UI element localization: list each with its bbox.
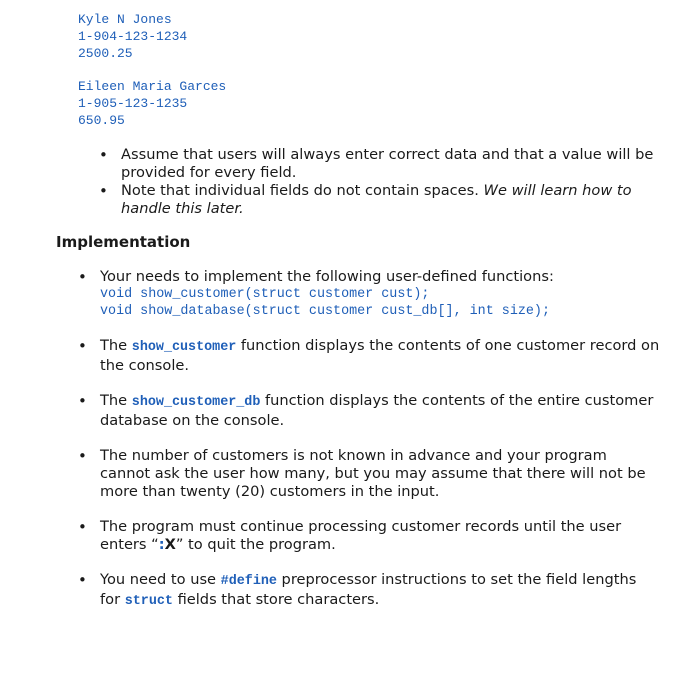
record-phone: 1-905-123-1235 — [78, 96, 188, 111]
assumption-no-spaces — [121, 182, 661, 218]
assumption-text: Assume that users will always enter correct data and that a value will be provided for every field. — [121, 146, 654, 181]
define-keyword: #define — [220, 574, 277, 589]
bullet-text: The program must continue processing customer records until the user enters “ — [100, 518, 622, 553]
bullet-text: fields that store characters. — [172, 591, 380, 608]
implementation-list — [100, 268, 660, 628]
functions-intro: • Your needs to implement the following user-defined functions: — [100, 268, 554, 285]
show-customer-bullet — [100, 337, 660, 375]
record-balance: 2500.25 — [78, 46, 133, 61]
bullet-text: The — [100, 337, 132, 354]
record-name: Kyle N Jones — [78, 12, 172, 27]
customer-record-2 — [78, 78, 226, 129]
quit-command-bullet — [100, 518, 660, 554]
assumption-valid-data — [121, 146, 661, 182]
assumption-italic-note: We will learn how to handle this later. — [121, 182, 632, 217]
show-customer-db-keyword: show_customer_db — [131, 395, 261, 410]
show-customer-keyword: show_customer — [131, 340, 237, 355]
prototype-show-database: void show_database(struct customer cust_db[], int size); — [100, 304, 550, 319]
show-customer-db-bullet — [100, 392, 660, 430]
define-bullet — [100, 571, 660, 611]
implementation-heading: Implementation — [56, 233, 191, 251]
record-name: Eileen Maria Garces — [78, 79, 227, 94]
bullet-text: preprocessor instructions to set the field lengths for — [100, 571, 637, 608]
struct-keyword: struct — [124, 594, 173, 609]
bullet-text: ” to quit the program. — [175, 536, 336, 553]
functions-bullet — [100, 268, 660, 320]
assumption-text: Note that individual fields do not contain spaces. — [121, 182, 484, 199]
record-phone: 1-904-123-1234 — [78, 29, 188, 44]
bullet-text: function displays the contents of one customer record on the console. — [100, 337, 660, 374]
record-balance: 650.95 — [78, 113, 125, 128]
customer-record-1 — [78, 11, 187, 62]
bullet-text: function displays the contents of the entire customer database on the console. — [100, 392, 654, 429]
prototype-show-customer: void show_customer(struct customer cust); — [100, 287, 430, 302]
bullet-text: The number of customers is not known in advance and your program cannot ask the user how many, but you may assume that there will not be more than twenty (20) customers in the input. — [100, 447, 646, 500]
customer-count-bullet — [100, 447, 660, 501]
bullet-text: You need to use — [100, 571, 221, 588]
assumptions-list — [121, 146, 661, 218]
bullet-text: The — [100, 392, 132, 409]
quit-colon: : — [158, 536, 165, 553]
quit-x: X — [164, 536, 176, 553]
